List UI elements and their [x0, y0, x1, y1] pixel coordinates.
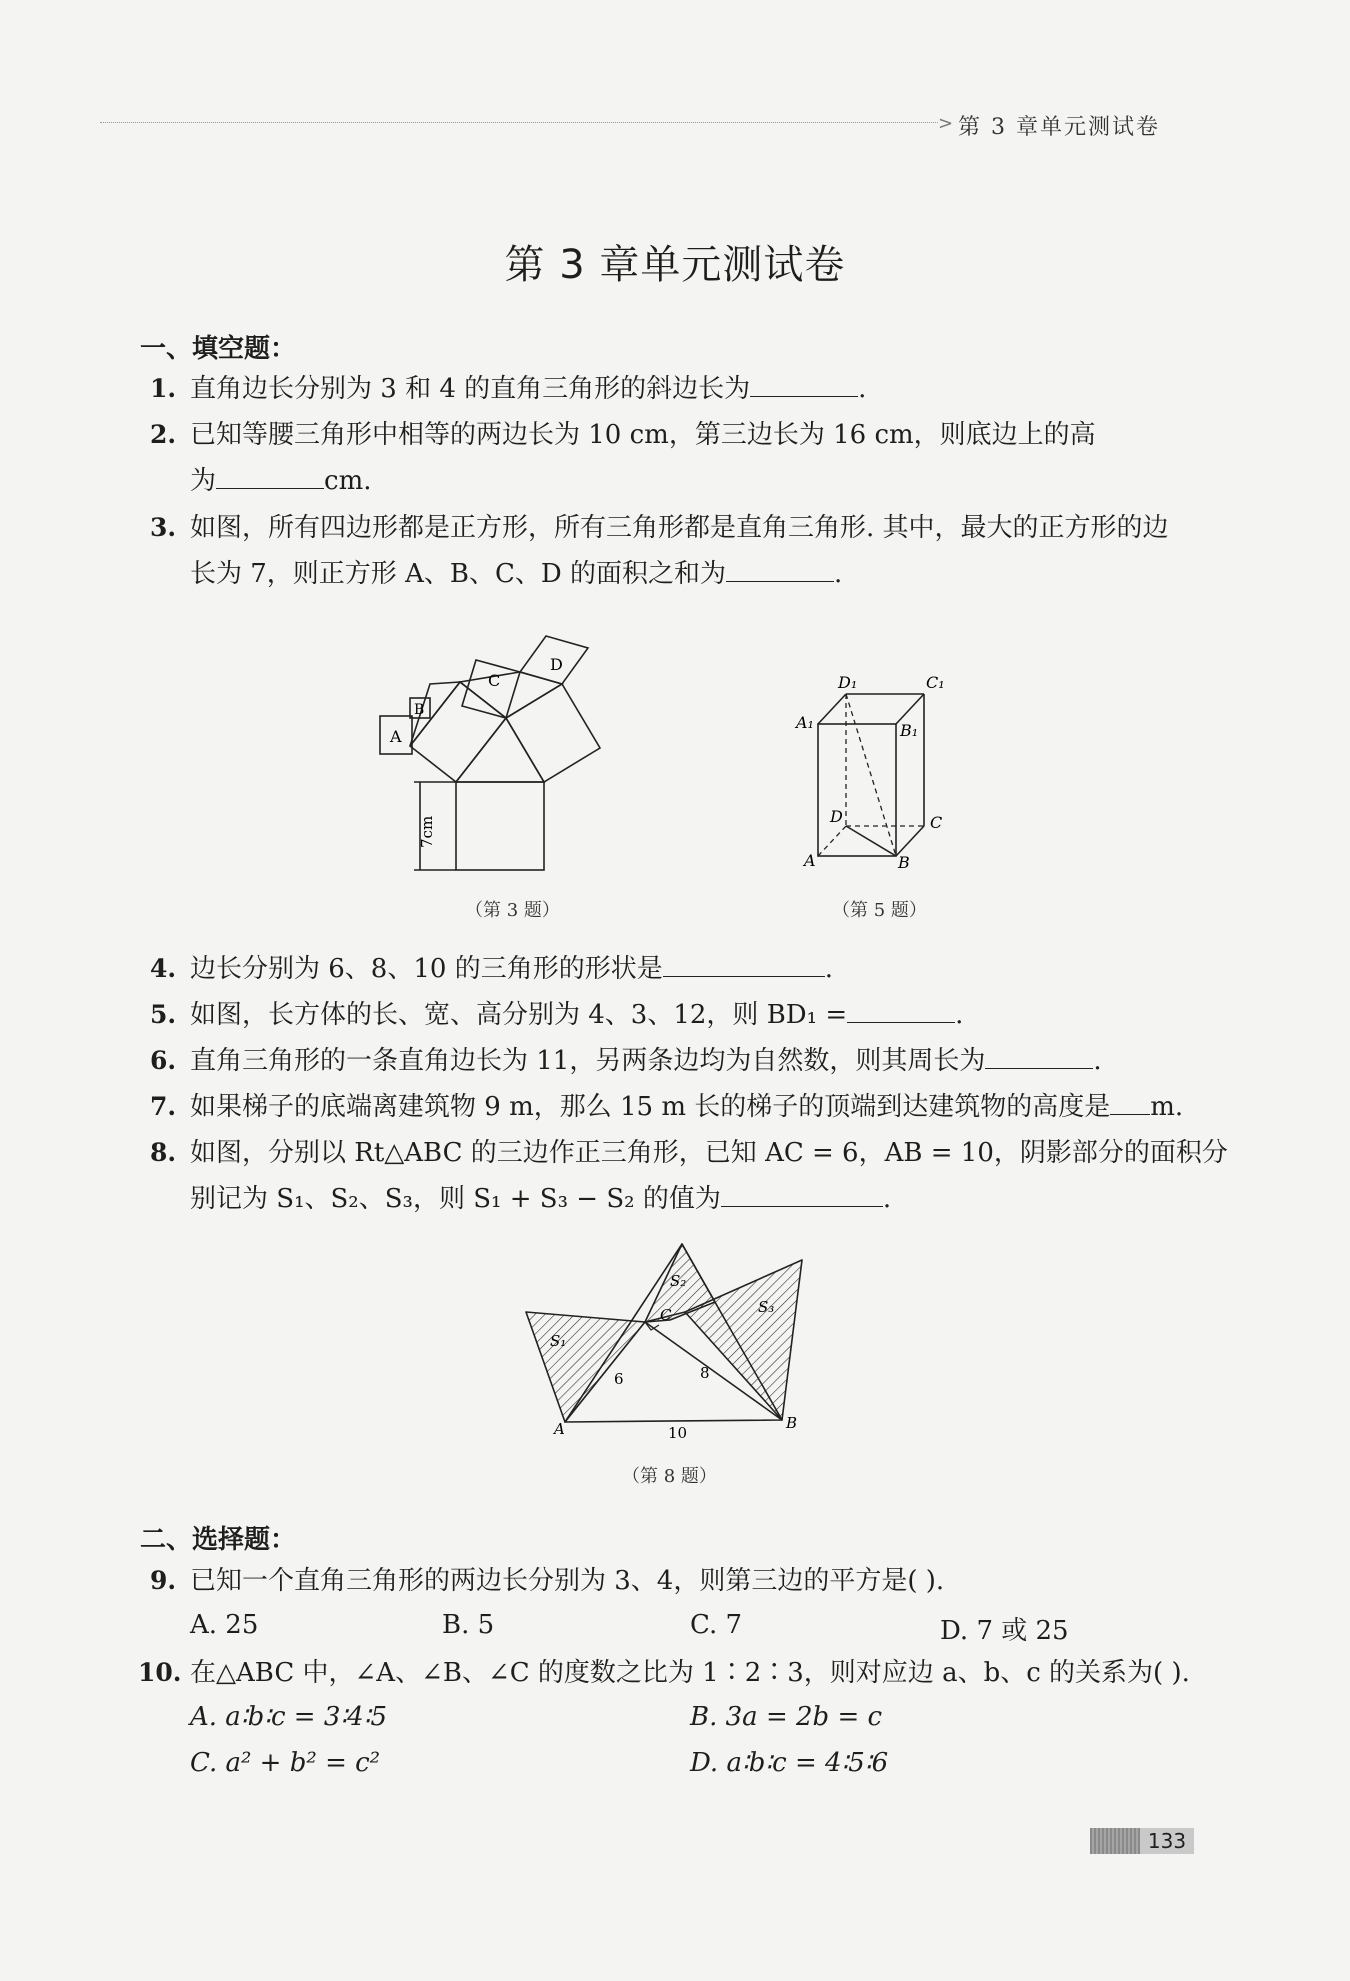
section-fill-in: 一、填空题：	[140, 334, 297, 364]
question-text: .	[824, 954, 833, 984]
question-number: 3.	[150, 513, 177, 542]
question-text: .	[833, 559, 843, 589]
label-a: A	[390, 727, 402, 746]
label-c: C	[930, 813, 943, 832]
figure-8-triangles	[520, 1240, 810, 1440]
question-8-line1: 如图，分别以 Rt△ABC 的三边作正三角形，已知 AC = 6，AB = 10，阴影部分的面积分	[190, 1138, 1228, 1168]
label-s1: S₁	[550, 1332, 567, 1350]
option-c[interactable]: C. 7	[690, 1610, 743, 1640]
label-s3: S₃	[758, 1298, 775, 1316]
answer-blank[interactable]	[721, 1176, 883, 1207]
label-a1: A₁	[796, 713, 814, 732]
question-1	[190, 366, 866, 412]
segment-db	[846, 826, 896, 856]
section-multiple-choice: 二、选择题：	[140, 1525, 297, 1555]
mid-square-right	[506, 684, 600, 782]
answer-blank[interactable]	[985, 1038, 1093, 1069]
page-title: 第 3 章单元测试卷	[504, 242, 846, 288]
question-text: 直角边长分别为 3 和 4 的直角三角形的斜边长为	[190, 374, 751, 404]
question-text: 边长分别为 6、8、10 的三角形的形状是	[190, 954, 663, 984]
figure-3-caption: （第 3 题）	[465, 900, 560, 921]
label-ac-length: 6	[614, 1370, 624, 1388]
figure-8-caption: （第 8 题）	[622, 1466, 717, 1487]
question-number: 1.	[150, 374, 177, 403]
label-d1: D₁	[838, 673, 858, 692]
question-number: 7.	[150, 1092, 177, 1121]
label-b1: B₁	[900, 721, 919, 740]
answer-blank[interactable]	[847, 992, 955, 1023]
edge	[896, 826, 924, 856]
front-face	[818, 724, 896, 856]
answer-blank[interactable]	[726, 551, 834, 582]
figure-5-cuboid	[790, 662, 970, 876]
label-dimension: 7cm	[418, 815, 436, 848]
figure-5-caption: （第 5 题）	[832, 900, 927, 921]
right-triangle	[456, 718, 544, 782]
answer-blank[interactable]	[750, 366, 858, 397]
option-a[interactable]: A. 25	[190, 1610, 259, 1640]
question-text: cm.	[324, 466, 372, 496]
question-5	[190, 992, 963, 1038]
question-text: 如图，长方体的长、宽、高分别为 4、3、12，则 BD₁ =	[190, 1000, 848, 1030]
label-a: A	[554, 1420, 565, 1438]
big-square	[456, 782, 544, 870]
question-6	[190, 1038, 1102, 1084]
question-number: 5.	[150, 1000, 177, 1029]
question-text: 直角三角形的一条直角边长为 11，另两条边均为自然数，则其周长为	[190, 1046, 986, 1076]
question-text: .	[1093, 1046, 1102, 1076]
label-bc-length: 8	[700, 1364, 710, 1382]
question-text: .	[858, 374, 867, 404]
answer-blank[interactable]	[1110, 1084, 1150, 1115]
label-a: A	[804, 851, 816, 870]
question-number: 6.	[150, 1046, 177, 1075]
question-number: 10.	[138, 1658, 182, 1687]
question-text: m.	[1150, 1092, 1184, 1122]
option-c[interactable]: C. a² + b² = c²	[190, 1748, 381, 1778]
label-d: D	[550, 655, 563, 674]
question-text: .	[955, 1000, 964, 1030]
question-number: 2.	[150, 420, 177, 449]
question-3-line2	[190, 551, 842, 597]
label-d: D	[830, 807, 843, 826]
hidden-edge	[818, 826, 846, 856]
question-2-line1: 已知等腰三角形中相等的两边长为 10 cm，第三边长为 16 cm，则底边上的高	[190, 420, 1096, 450]
option-b[interactable]: B. 5	[442, 1610, 495, 1640]
question-2-line2	[190, 458, 372, 504]
question-8-line2	[190, 1176, 891, 1222]
page-number: 133	[1140, 1828, 1194, 1854]
label-c: C	[488, 671, 501, 690]
option-b[interactable]: B. 3a = 2b = c	[690, 1702, 883, 1732]
label-c1: C₁	[926, 673, 945, 692]
running-head: 第 3 章单元测试卷	[958, 115, 1160, 140]
question-4	[190, 946, 833, 992]
edge	[818, 694, 846, 724]
option-d[interactable]: D. a∶b∶c = 4∶5∶6	[690, 1748, 889, 1778]
label-s2: S₂	[670, 1272, 687, 1290]
question-9: 已知一个直角三角形的两边长分别为 3、4，则第三边的平方是( ).	[190, 1566, 945, 1596]
question-3-line1: 如图，所有四边形都是正方形，所有三角形都是直角三角形. 其中，最大的正方形的边	[190, 513, 1169, 543]
page-number-bar	[1090, 1828, 1140, 1854]
edge	[896, 694, 924, 724]
label-c: C	[660, 1306, 672, 1324]
question-text: 长为 7，则正方形 A、B、C、D 的面积之和为	[190, 559, 726, 589]
label-ab-length: 10	[668, 1424, 688, 1440]
header-rule	[100, 122, 938, 123]
label-b: B	[786, 1414, 798, 1432]
question-7	[190, 1084, 1183, 1130]
question-number: 9.	[150, 1566, 177, 1595]
arrow-icon: >	[938, 113, 954, 134]
question-text: 别记为 S₁、S₂、S₃，则 S₁ + S₃ − S₂ 的值为	[190, 1184, 721, 1214]
question-text: 为	[190, 466, 217, 496]
question-number: 4.	[150, 954, 177, 983]
question-10: 在△ABC 中，∠A、∠B、∠C 的度数之比为 1∶2∶3，则对应边 a、b、c 的关系为( ).	[190, 1658, 1190, 1688]
label-b: B	[898, 853, 910, 872]
answer-blank[interactable]	[663, 946, 825, 977]
option-a[interactable]: A. a∶b∶c = 3∶4∶5	[190, 1702, 388, 1732]
mid-square-left	[410, 682, 506, 782]
question-number: 8.	[150, 1138, 177, 1167]
question-text: .	[882, 1184, 892, 1214]
diagonal-bd1	[846, 694, 896, 856]
question-text: 如果梯子的底端离建筑物 9 m，那么 15 m 长的梯子的顶端到达建筑物的高度是	[190, 1092, 1111, 1122]
figure-3-pythagoras-tree	[370, 620, 650, 880]
answer-blank[interactable]	[216, 458, 324, 489]
option-d[interactable]: D. 7 或 25	[940, 1616, 1069, 1646]
label-b: B	[414, 702, 425, 718]
